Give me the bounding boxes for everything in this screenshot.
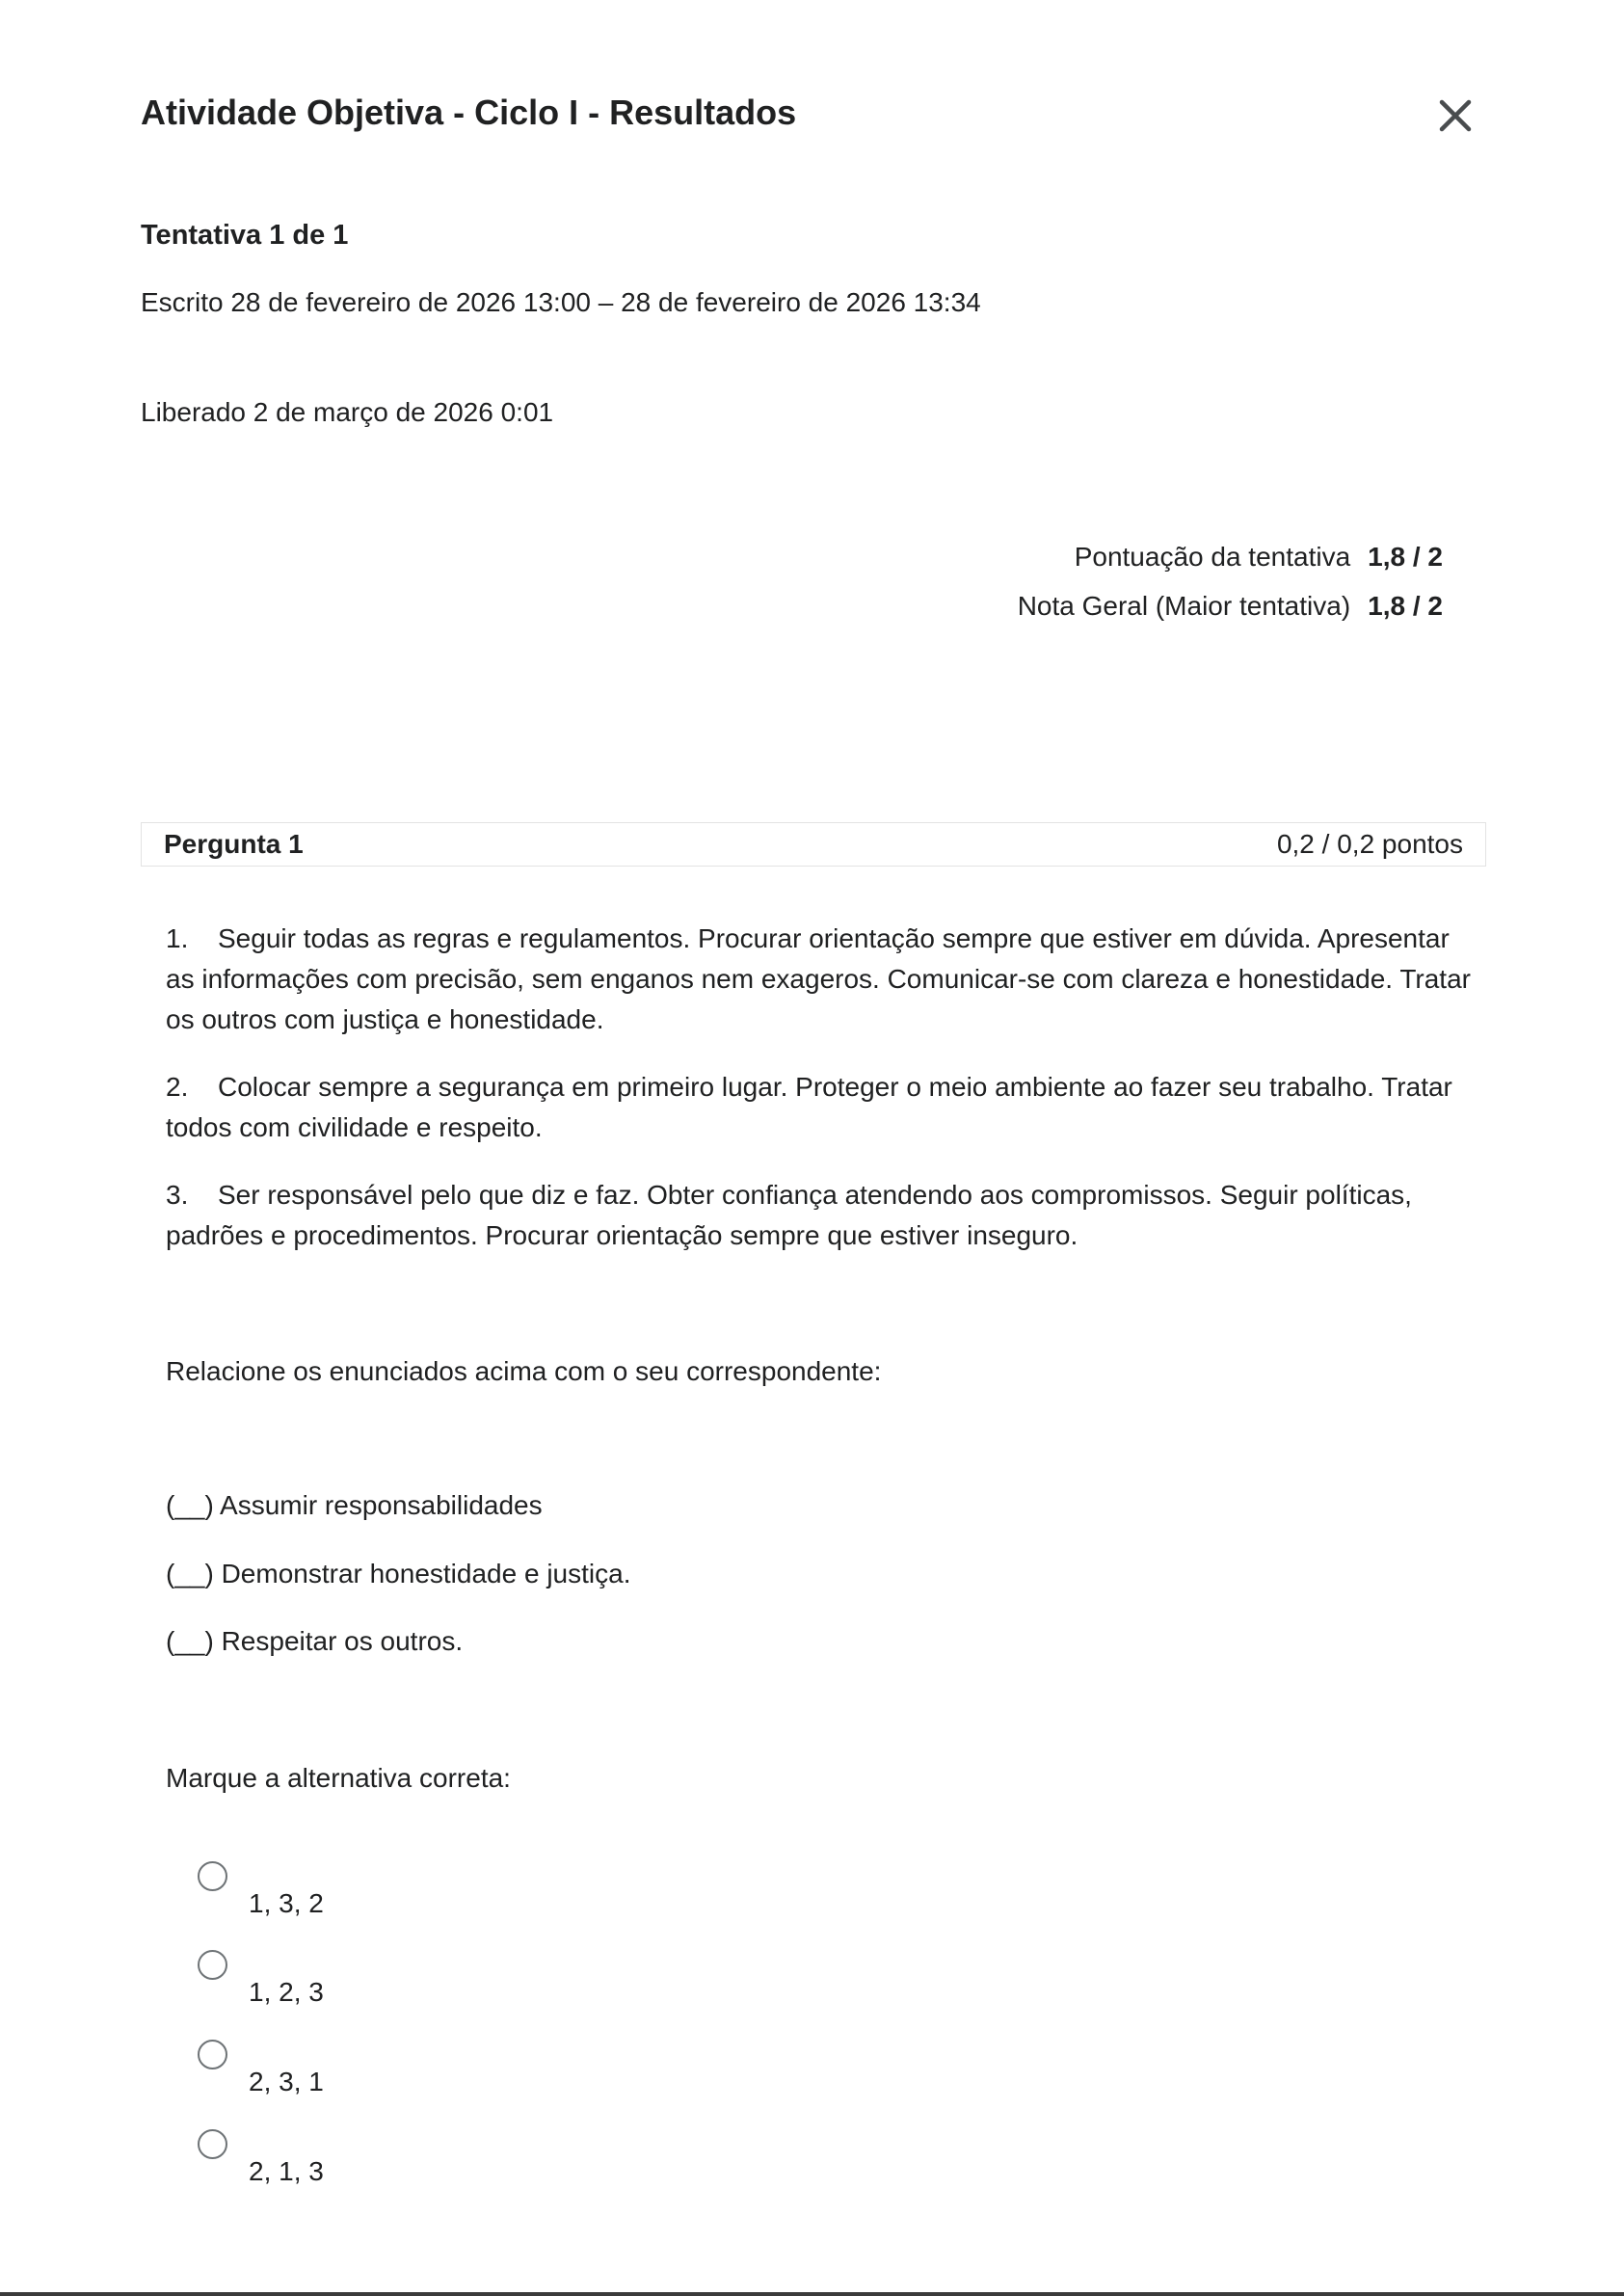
choice-label: 1, 3, 2 bbox=[249, 1888, 324, 1918]
choice-label: 1, 2, 3 bbox=[249, 1977, 324, 2007]
close-button[interactable] bbox=[1436, 96, 1475, 135]
score-summary bbox=[1018, 532, 1443, 630]
overall-grade-value: 1,8 / 2 bbox=[1368, 590, 1443, 621]
choice-option[interactable] bbox=[198, 2129, 583, 2206]
radio-button-icon[interactable] bbox=[198, 2129, 227, 2159]
question-instruction: Relacione os enunciados acima com o seu correspondente: bbox=[166, 1356, 882, 1386]
choice-option[interactable] bbox=[198, 1950, 583, 2027]
overall-grade-label: Nota Geral (Maior tentativa) bbox=[1017, 590, 1351, 621]
statement-text: Colocar sempre a segurança em primeiro lugar. Proteger o meio ambiente ao fazer seu trabalho. Tratar todos com civilidade e respeito. bbox=[166, 1072, 1452, 1142]
overall-grade-row bbox=[1018, 581, 1443, 630]
attempt-heading: Tentativa 1 de 1 bbox=[141, 220, 349, 251]
close-icon bbox=[1436, 96, 1475, 135]
radio-button-icon[interactable] bbox=[198, 2040, 227, 2069]
radio-button-icon[interactable] bbox=[198, 1861, 227, 1891]
match-item-3: (__) Respeitar os outros. bbox=[166, 1626, 464, 1656]
match-item-1: (__) Assumir responsabilidades bbox=[166, 1490, 543, 1520]
statement-text: Seguir todas as regras e regulamentos. Procurar orientação sempre que estiver em dúvida. Apresentar as informações com precisão, sem enganos nem exageros. Comunicar-se com clareza e honestidade. Tratar os outros com justiça e honestidade. bbox=[166, 923, 1471, 1034]
released-timestamp: Liberado 2 de março de 2026 0:01 bbox=[141, 397, 554, 427]
attempt-score-row bbox=[1018, 532, 1443, 581]
statement-1 bbox=[166, 919, 1477, 1040]
written-timestamp: Escrito 28 de fevereiro de 2026 13:00 – 28 de fevereiro de 2026 13:34 bbox=[141, 287, 981, 317]
choice-label: 2, 3, 1 bbox=[249, 2067, 324, 2096]
question-prompt: Marque a alternativa correta: bbox=[166, 1763, 511, 1793]
statement-number: 2. bbox=[166, 1072, 189, 1102]
statement-3 bbox=[166, 1175, 1477, 1256]
choice-option[interactable] bbox=[198, 2040, 583, 2117]
statement-number: 1. bbox=[166, 923, 189, 953]
choice-option[interactable] bbox=[198, 1861, 583, 1938]
radio-button-icon[interactable] bbox=[198, 1950, 227, 1980]
bottom-divider bbox=[0, 2292, 1624, 2296]
statement-2 bbox=[166, 1067, 1477, 1148]
attempt-score-value: 1,8 / 2 bbox=[1368, 541, 1443, 572]
page-title: Atividade Objetiva - Ciclo I - Resultados bbox=[141, 93, 797, 132]
attempt-score-label: Pontuação da tentativa bbox=[1074, 541, 1351, 572]
question-header bbox=[141, 822, 1486, 867]
match-item-2: (__) Demonstrar honestidade e justiça. bbox=[166, 1559, 631, 1589]
choice-label: 2, 1, 3 bbox=[249, 2156, 324, 2186]
question-points: 0,2 / 0,2 pontos bbox=[1276, 829, 1463, 859]
statement-number: 3. bbox=[166, 1180, 189, 1210]
statement-text: Ser responsável pelo que diz e faz. Obter confiança atendendo aos compromissos. Seguir políticas, padrões e procedimentos. Procurar orientação sempre que estiver inseguro. bbox=[166, 1180, 1412, 1250]
question-title: Pergunta 1 bbox=[164, 829, 304, 859]
